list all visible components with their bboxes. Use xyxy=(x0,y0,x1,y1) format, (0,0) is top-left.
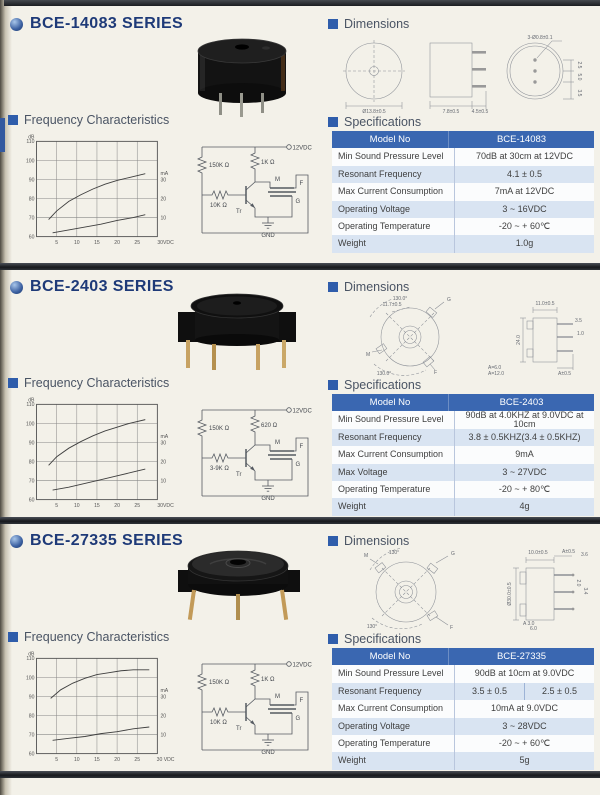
svg-text:20: 20 xyxy=(160,196,167,203)
spec-row xyxy=(332,446,594,463)
circuit-label-g: G xyxy=(295,199,301,205)
series-title-text: BCE-14083 SERIES xyxy=(30,15,184,32)
spec-header-value: BCE-27335 xyxy=(448,648,594,665)
circuit-label-r3: 10K Ω xyxy=(210,720,227,726)
svg-text:10: 10 xyxy=(160,478,167,485)
spec-header-label: Model No xyxy=(369,396,411,408)
circuit-label-r3: 3-9K Ω xyxy=(210,466,229,472)
square-bullet-icon xyxy=(8,632,18,642)
spec-row xyxy=(332,752,594,769)
svg-text:90: 90 xyxy=(28,177,35,184)
dim-label: 3.4 xyxy=(582,587,588,595)
svg-text:30VDC: 30VDC xyxy=(157,502,174,509)
dimensions-header-text: Dimensions xyxy=(344,280,410,294)
circuit-label-r2: 1K Ω xyxy=(261,160,275,166)
svg-text:25: 25 xyxy=(134,239,141,246)
spec-value: 5g xyxy=(454,752,594,769)
dimensions-header-text: Dimensions xyxy=(344,534,410,548)
svg-text:25: 25 xyxy=(134,756,141,763)
spec-row xyxy=(332,235,594,252)
spec-value: 4.1 ± 0.5 xyxy=(454,166,594,183)
spec-value: 10mA at 9.0VDC xyxy=(454,700,594,717)
top-rule xyxy=(4,0,600,6)
svg-text:60: 60 xyxy=(28,234,35,241)
dimensions-header-text: Dimensions xyxy=(344,17,410,31)
dimension-drawing xyxy=(330,290,594,376)
svg-text:5: 5 xyxy=(55,756,59,763)
dim-label: 11.7±0.5 xyxy=(382,302,402,308)
circuit-label-r1: 150K Ω xyxy=(209,426,230,432)
spec-label: Resonant Frequency xyxy=(338,431,422,442)
spec-row xyxy=(332,464,594,481)
dim-label: 3.6 xyxy=(581,552,588,558)
spec-label: Weight xyxy=(338,238,366,249)
svg-text:dB: dB xyxy=(28,397,35,404)
square-bullet-icon xyxy=(8,378,18,388)
spec-label: Operating Temperature xyxy=(338,737,431,748)
spec-value: 3 ~ 27VDC xyxy=(454,464,594,481)
svg-text:100: 100 xyxy=(25,421,35,428)
product-photo xyxy=(182,31,302,119)
dim-label: M xyxy=(364,553,369,559)
spec-label: Operating Temperature xyxy=(338,483,431,494)
drive-circuit-schematic xyxy=(192,133,318,251)
svg-text:80: 80 xyxy=(28,196,35,203)
spec-value: 1.0g xyxy=(454,235,594,252)
svg-text:5: 5 xyxy=(55,239,59,246)
series-bullet-icon xyxy=(10,18,23,31)
series-title xyxy=(10,278,174,296)
svg-text:20: 20 xyxy=(160,459,167,466)
svg-text:10: 10 xyxy=(160,732,167,739)
circuit-label-r3: 10K Ω xyxy=(210,203,227,209)
product-photo xyxy=(170,288,305,373)
spec-label: Operating Temperature xyxy=(338,220,431,231)
spec-value: 90dB at 4.0KHZ at 9.0VDC at 10cm xyxy=(454,411,594,428)
svg-text:dB: dB xyxy=(28,651,35,658)
svg-text:100: 100 xyxy=(25,158,35,165)
spec-row xyxy=(332,735,594,752)
svg-text:10: 10 xyxy=(73,502,80,509)
dim-label: 24.0 xyxy=(516,335,522,345)
spec-value: -20 ~ + 60℃ xyxy=(454,218,594,235)
dim-label: 6.0 xyxy=(530,626,537,630)
specifications-header-text: Specifications xyxy=(344,378,422,392)
dim-label: 130° xyxy=(366,624,378,630)
svg-text:90: 90 xyxy=(28,694,35,701)
spec-label: Max Current Consumption xyxy=(338,703,444,714)
circuit-label-supply: 12VDC xyxy=(292,662,312,669)
spec-row xyxy=(332,218,594,235)
spec-value: 3 ~ 28VDC xyxy=(454,718,594,735)
circuit-label-g: G xyxy=(295,716,301,722)
circuit-label-r1: 150K Ω xyxy=(209,163,230,169)
spec-row xyxy=(332,148,594,165)
series-bullet-icon xyxy=(10,535,23,548)
dimension-drawing xyxy=(330,544,594,630)
svg-text:mA: mA xyxy=(160,170,169,177)
spec-label: Operating Voltage xyxy=(338,720,411,731)
specifications-header xyxy=(328,632,421,646)
series-title xyxy=(10,15,183,33)
dim-label: 11.0±0.5 xyxy=(535,301,555,307)
circuit-label-m: M xyxy=(275,440,280,446)
spec-label: Min Sound Pressure Level xyxy=(338,668,444,679)
svg-text:30: 30 xyxy=(160,694,167,701)
svg-text:70: 70 xyxy=(28,478,35,485)
specifications-header xyxy=(328,378,421,392)
square-bullet-icon xyxy=(328,19,338,29)
spec-label: Resonant Frequency xyxy=(338,685,422,696)
dim-label: 1.0 xyxy=(577,331,584,337)
svg-text:20: 20 xyxy=(114,756,120,763)
dim-label: 3-Ø0.8±0.1 xyxy=(527,35,553,41)
svg-text:mA: mA xyxy=(160,433,169,440)
dim-label: 5.0 xyxy=(576,73,582,81)
svg-text:70: 70 xyxy=(28,215,35,222)
frequency-header-text: Frequency Characteristics xyxy=(24,376,170,390)
svg-text:110: 110 xyxy=(26,139,35,146)
frequency-chart xyxy=(14,648,184,765)
svg-text:25: 25 xyxy=(134,502,141,509)
frequency-header xyxy=(8,113,169,127)
dim-label: 3.5 xyxy=(575,318,582,324)
svg-text:10: 10 xyxy=(160,215,167,222)
spec-value: 90dB at 10cm at 9.0VDC xyxy=(454,665,594,682)
dim-label: A±0.5 xyxy=(562,549,576,555)
dim-label: F xyxy=(450,625,454,630)
drive-circuit-schematic xyxy=(192,396,318,514)
spec-row xyxy=(332,481,594,498)
dim-label: 2.5 xyxy=(576,61,582,69)
spec-table-header-row xyxy=(332,131,594,148)
circuit-label-m: M xyxy=(275,177,280,183)
dim-label: F xyxy=(434,370,438,376)
svg-text:110: 110 xyxy=(26,656,35,663)
circuit-label-tr: Tr xyxy=(236,209,242,215)
svg-text:30VDC: 30VDC xyxy=(157,239,174,246)
spec-label: Weight xyxy=(338,755,366,766)
square-bullet-icon xyxy=(8,115,18,125)
spec-row xyxy=(332,429,594,446)
svg-text:20: 20 xyxy=(160,713,167,720)
frequency-chart xyxy=(14,394,184,511)
spec-label: Min Sound Pressure Level xyxy=(338,414,444,425)
spec-row xyxy=(332,201,594,218)
spec-row xyxy=(332,700,594,717)
section-bce-27335 xyxy=(0,524,600,771)
svg-text:20: 20 xyxy=(114,502,120,509)
dim-label: A 3.0 xyxy=(523,621,535,627)
spec-value: -20 ~ + 80℃ xyxy=(454,481,594,498)
spec-header-label: Model No xyxy=(369,133,411,145)
spec-label: Operating Voltage xyxy=(338,203,411,214)
frequency-header xyxy=(8,630,169,644)
dim-label: Ø13.8±0.5 xyxy=(362,109,386,115)
spec-row xyxy=(332,683,594,700)
svg-text:100: 100 xyxy=(25,675,35,682)
specifications-header xyxy=(328,115,421,129)
series-title-text: BCE-2403 SERIES xyxy=(30,278,174,295)
dim-label: 130.0° xyxy=(392,296,408,302)
spec-value: -20 ~ + 60℃ xyxy=(454,735,594,752)
frequency-chart xyxy=(14,131,184,248)
circuit-label-g: G xyxy=(295,462,301,468)
product-photo xyxy=(172,540,307,628)
spec-value: 3.5 ± 0.5 2.5 ± 0.5 xyxy=(454,683,594,700)
dim-label: 10.0±0.5 xyxy=(528,550,548,556)
svg-text:110: 110 xyxy=(26,402,35,409)
svg-text:80: 80 xyxy=(28,713,35,720)
spec-row xyxy=(332,166,594,183)
dim-label: 2.0 xyxy=(575,579,581,587)
spec-row xyxy=(332,718,594,735)
svg-text:30: 30 xyxy=(160,440,167,447)
spec-label: Max Current Consumption xyxy=(338,449,444,460)
section-divider xyxy=(0,771,600,778)
svg-text:20: 20 xyxy=(114,239,120,246)
dim-label: G xyxy=(451,551,455,557)
circuit-label-m: M xyxy=(275,694,280,700)
series-title xyxy=(10,532,183,550)
svg-text:10: 10 xyxy=(73,756,80,763)
square-bullet-icon xyxy=(328,380,338,390)
circuit-label-f: F xyxy=(299,698,304,704)
circuit-label-gnd: GND xyxy=(261,233,275,239)
spec-table-header-row xyxy=(332,648,594,665)
spec-label: Max Current Consumption xyxy=(338,186,444,197)
spec-value: 4g xyxy=(454,498,594,515)
circuit-label-f: F xyxy=(299,444,304,450)
square-bullet-icon xyxy=(328,117,338,127)
spec-label: Max Voltage xyxy=(338,466,388,477)
dimensions-header xyxy=(328,17,409,31)
spec-row xyxy=(332,183,594,200)
dim-label: Ø30.0±0.5 xyxy=(507,582,513,606)
spec-value: 7mA at 12VDC xyxy=(454,183,594,200)
spec-row xyxy=(332,411,594,428)
svg-text:30: 30 xyxy=(160,177,167,184)
specifications-header-text: Specifications xyxy=(344,632,422,646)
circuit-label-f: F xyxy=(299,181,304,187)
dim-label: A=6.0 xyxy=(488,365,502,371)
dim-label: 130° xyxy=(388,550,400,556)
spec-label: Weight xyxy=(338,501,366,512)
spec-table xyxy=(332,648,594,770)
spec-table-header-row xyxy=(332,394,594,411)
circuit-label-tr: Tr xyxy=(236,726,242,732)
drive-circuit-schematic xyxy=(192,650,318,768)
circuit-label-supply: 12VDC xyxy=(292,145,312,152)
svg-text:30 VDC: 30 VDC xyxy=(156,756,175,763)
spec-value: 3.8 ± 0.5KHZ(3.4 ± 0.5KHZ) xyxy=(454,429,594,446)
circuit-label-r1: 150K Ω xyxy=(209,680,230,686)
circuit-label-gnd: GND xyxy=(261,496,275,502)
circuit-label-r2: 1K Ω xyxy=(261,677,275,683)
svg-text:dB: dB xyxy=(28,134,35,141)
svg-text:80: 80 xyxy=(28,459,35,466)
section-bce-2403 xyxy=(0,270,600,517)
section-divider xyxy=(0,263,600,270)
svg-text:5: 5 xyxy=(55,502,59,509)
svg-text:60: 60 xyxy=(28,751,35,758)
dim-label: 7.8±0.5 xyxy=(442,109,460,115)
dim-label: 130.0° xyxy=(376,371,392,376)
spec-value: 9mA xyxy=(454,446,594,463)
spec-value: 3 ~ 16VDC xyxy=(454,201,594,218)
spec-value: 70dB at 30cm at 12VDC xyxy=(454,148,594,165)
dim-label: G xyxy=(447,297,451,303)
dim-label: A±0.5 xyxy=(558,371,572,376)
spec-label: Min Sound Pressure Level xyxy=(338,151,444,162)
circuit-label-tr: Tr xyxy=(236,472,242,478)
svg-text:90: 90 xyxy=(28,440,35,447)
series-title-text: BCE-27335 SERIES xyxy=(30,532,184,549)
dim-label: 4.5±0.5 xyxy=(471,109,489,115)
dim-label: 3.5 xyxy=(576,89,582,97)
section-bce-14083 xyxy=(0,7,600,263)
dim-label: A=12.0 xyxy=(488,371,504,376)
spec-header-value: BCE-2403 xyxy=(448,394,594,411)
spec-label: Resonant Frequency xyxy=(338,168,422,179)
svg-text:70: 70 xyxy=(28,732,35,739)
svg-text:15: 15 xyxy=(94,239,100,246)
square-bullet-icon xyxy=(328,634,338,644)
dimension-drawing xyxy=(330,31,594,115)
circuit-label-gnd: GND xyxy=(261,750,275,756)
svg-text:60: 60 xyxy=(28,497,35,504)
section-divider xyxy=(0,517,600,524)
frequency-header xyxy=(8,376,169,390)
frequency-header-text: Frequency Characteristics xyxy=(24,113,170,127)
spec-row xyxy=(332,665,594,682)
svg-text:15: 15 xyxy=(94,502,100,509)
spec-header-label: Model No xyxy=(369,650,411,662)
spec-table xyxy=(332,131,594,253)
svg-text:15: 15 xyxy=(94,756,100,763)
spec-row xyxy=(332,498,594,515)
spec-header-value: BCE-14083 xyxy=(448,131,594,148)
specifications-header-text: Specifications xyxy=(344,115,422,129)
dim-label: M xyxy=(366,352,371,358)
spec-table xyxy=(332,394,594,516)
series-bullet-icon xyxy=(10,281,23,294)
frequency-header-text: Frequency Characteristics xyxy=(24,630,170,644)
circuit-label-supply: 12VDC xyxy=(292,408,312,415)
svg-text:10: 10 xyxy=(73,239,80,246)
circuit-label-r2: 620 Ω xyxy=(261,423,278,429)
svg-text:mA: mA xyxy=(160,687,169,694)
